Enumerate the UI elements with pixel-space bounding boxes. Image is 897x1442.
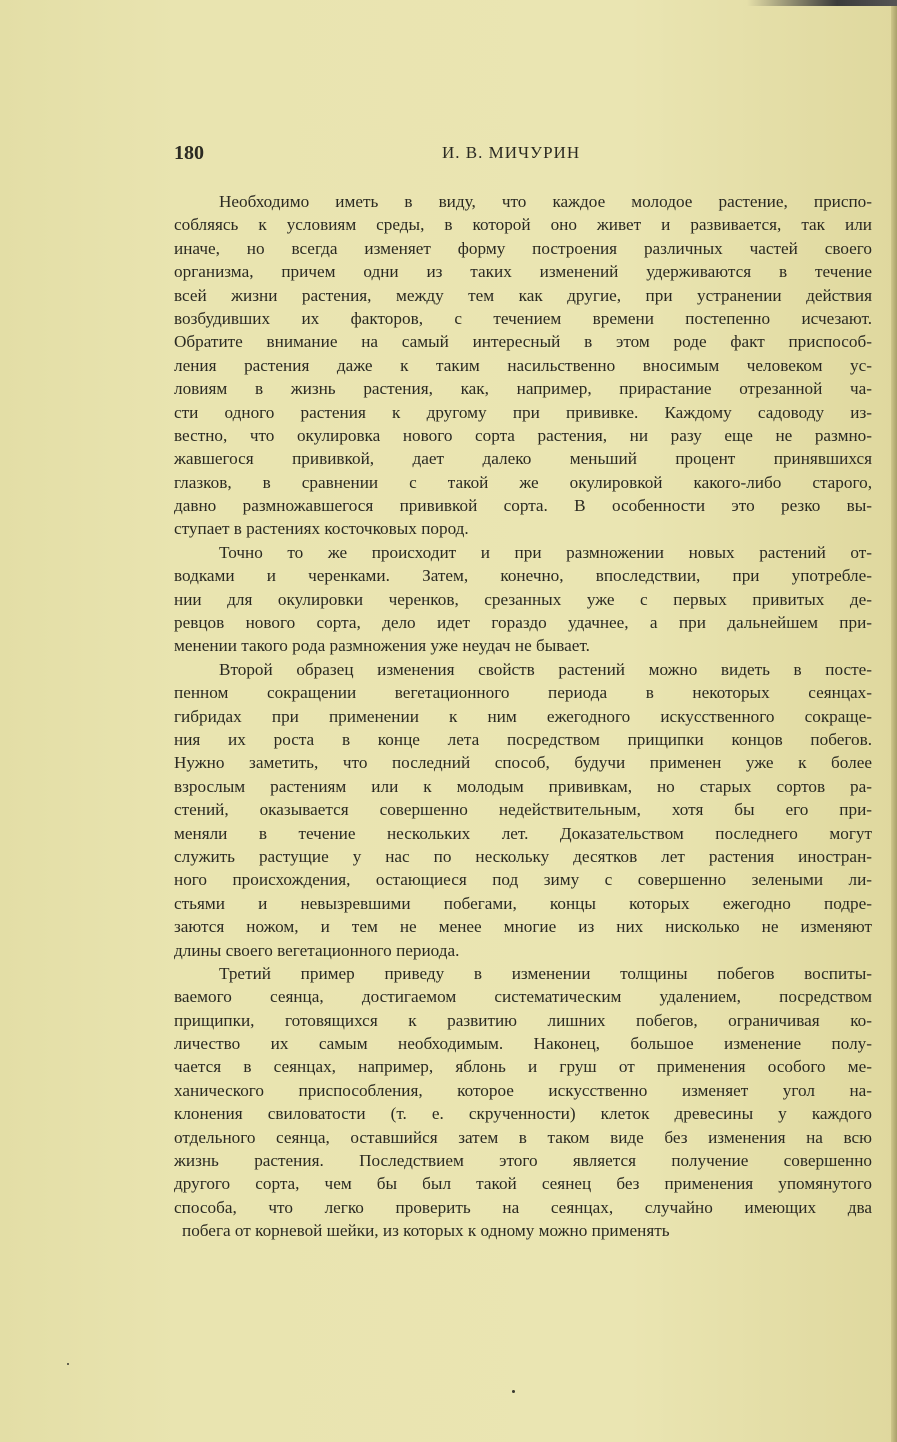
text-line: иначе, но всегда изменяет форму построения различных частей своего bbox=[174, 238, 872, 258]
text-line: заются ножом, и тем не менее многие из них нисколько не изменяют bbox=[174, 917, 872, 937]
text-line: меняли в течение нескольких лет. Доказательством последнего могут bbox=[174, 823, 872, 843]
text-line: личество их самым необходимым. Наконец, большое изменение полу- bbox=[174, 1034, 872, 1054]
text-line: Необходимо иметь в виду, что каждое молодое растение, приспо- bbox=[219, 192, 872, 211]
text-line: глазков, в сравнении с такой же окулировкой какого-либо старого, bbox=[174, 472, 872, 492]
paragraph bbox=[174, 190, 872, 541]
text-line: пенном сокращении вегетационного периода в некоторых сеянцах- bbox=[174, 683, 872, 703]
text-line: прищипки, готовящихся к развитию лишних побегов, ограничивая ко- bbox=[174, 1010, 872, 1030]
text-line: Третий пример приведу в изменении толщины побегов воспиты- bbox=[219, 963, 872, 983]
text-line: Нужно заметить, что последний способ, будучи применен уже к более bbox=[174, 753, 872, 773]
text-line: собляясь к условиям среды, в которой оно живет и развивается, так или bbox=[174, 215, 872, 235]
paragraph bbox=[174, 658, 872, 962]
text-line: организма, причем одни из таких изменений удерживаются в течение bbox=[174, 262, 872, 282]
body-text bbox=[174, 190, 872, 1243]
text-line: ного происхождения, остающиеся под зиму с совершенно зелеными ли- bbox=[174, 870, 872, 890]
print-speck bbox=[512, 1390, 515, 1393]
text-line: ления растения даже к таким насильственно вносимым человеком ус- bbox=[174, 355, 872, 375]
text-line: гибридах при применении к ним ежегодного искусственного сокраще- bbox=[174, 706, 872, 726]
text-line: нии для окулировки черенков, срезанных уже с первых привитых де- bbox=[174, 589, 872, 609]
text-line: ханического приспособления, которое искусственно изменяет угол на- bbox=[174, 1080, 872, 1100]
text-line: взрослым растениям или к молодым прививкам, но старых сортов ра- bbox=[174, 776, 872, 796]
page-edge-shadow bbox=[891, 0, 897, 1442]
text-line: Точно то же происходит и при размножении новых растений от- bbox=[219, 542, 872, 562]
text-line: отдельного сеянца, оставшийся затем в таком виде без изменения на всю bbox=[174, 1127, 872, 1147]
running-head: И. В. МИЧУРИН bbox=[442, 143, 581, 162]
text-line: сти одного растения к другому при прививке. Каждому садоводу из- bbox=[174, 402, 872, 422]
text-line: стьями и невызревшими побегами, концы которых ежегодно подре- bbox=[174, 893, 872, 913]
page-corner-shadow bbox=[747, 0, 897, 6]
page-number: 180 bbox=[174, 142, 204, 164]
text-line: давно размножавшегося прививкой сорта. В особенности это резко вы- bbox=[174, 496, 872, 516]
text-line: жизнь растения. Последствием этого является получение совершенно bbox=[174, 1151, 872, 1171]
text-line: жавшегося прививкой, дает далеко меньший процент принявшихся bbox=[174, 449, 872, 469]
text-line: ловиям в жизнь растения, как, например, прирастание отрезанной ча- bbox=[174, 379, 872, 399]
text-line: ступает в растениях косточковых пород. bbox=[174, 519, 469, 539]
text-line: всей жизни растения, между тем как другие, при устранении действия bbox=[174, 285, 872, 305]
text-line: побега от корневой шейки, из которых к одному можно применять bbox=[182, 1221, 670, 1241]
page-header bbox=[174, 142, 874, 166]
text-line: Второй образец изменения свойств растений можно видеть в посте- bbox=[219, 659, 872, 679]
text-line: стений, оказывается совершенно недействительным, хотя бы его при- bbox=[174, 800, 872, 820]
text-line: ния их роста в конце лета посредством прищипки концов побегов. bbox=[174, 729, 872, 749]
print-speck bbox=[67, 1363, 69, 1365]
text-line: ваемого сеянца, достигаемом систематическим удалением, посредством bbox=[174, 987, 872, 1007]
text-line: менении такого рода размножения уже неудач не бывает. bbox=[174, 636, 590, 656]
text-line: длины своего вегетационного периода. bbox=[174, 940, 460, 960]
text-line: вестно, что окулировка нового сорта растения, ни разу еще не размно- bbox=[174, 425, 872, 445]
text-line: возбудивших их факторов, с течением времени постепенно исчезают. bbox=[174, 308, 872, 328]
paragraph bbox=[174, 541, 872, 658]
text-line: чается в сеянцах, например, яблонь и груш от применения особого ме- bbox=[174, 1057, 872, 1077]
text-line: другого сорта, чем бы был такой сеянец без применения упомянутого bbox=[174, 1174, 872, 1194]
text-line: служить растущие у нас по нескольку десятков лет растения иностран- bbox=[174, 846, 872, 866]
text-line: клонения свиловатости (т. е. скрученности) клеток древесины у каждого bbox=[174, 1104, 872, 1124]
text-line: ревцов нового сорта, дело идет гораздо удачнее, а при дальнейшем при- bbox=[174, 613, 872, 633]
text-line: водками и черенками. Затем, конечно, впоследствии, при употребле- bbox=[174, 566, 872, 586]
text-line: способа, что легко проверить на сеянцах, случайно имеющих два bbox=[174, 1197, 872, 1217]
paragraph bbox=[174, 962, 872, 1243]
text-line: Обратите внимание на самый интересный в этом роде факт приспособ- bbox=[174, 332, 872, 352]
